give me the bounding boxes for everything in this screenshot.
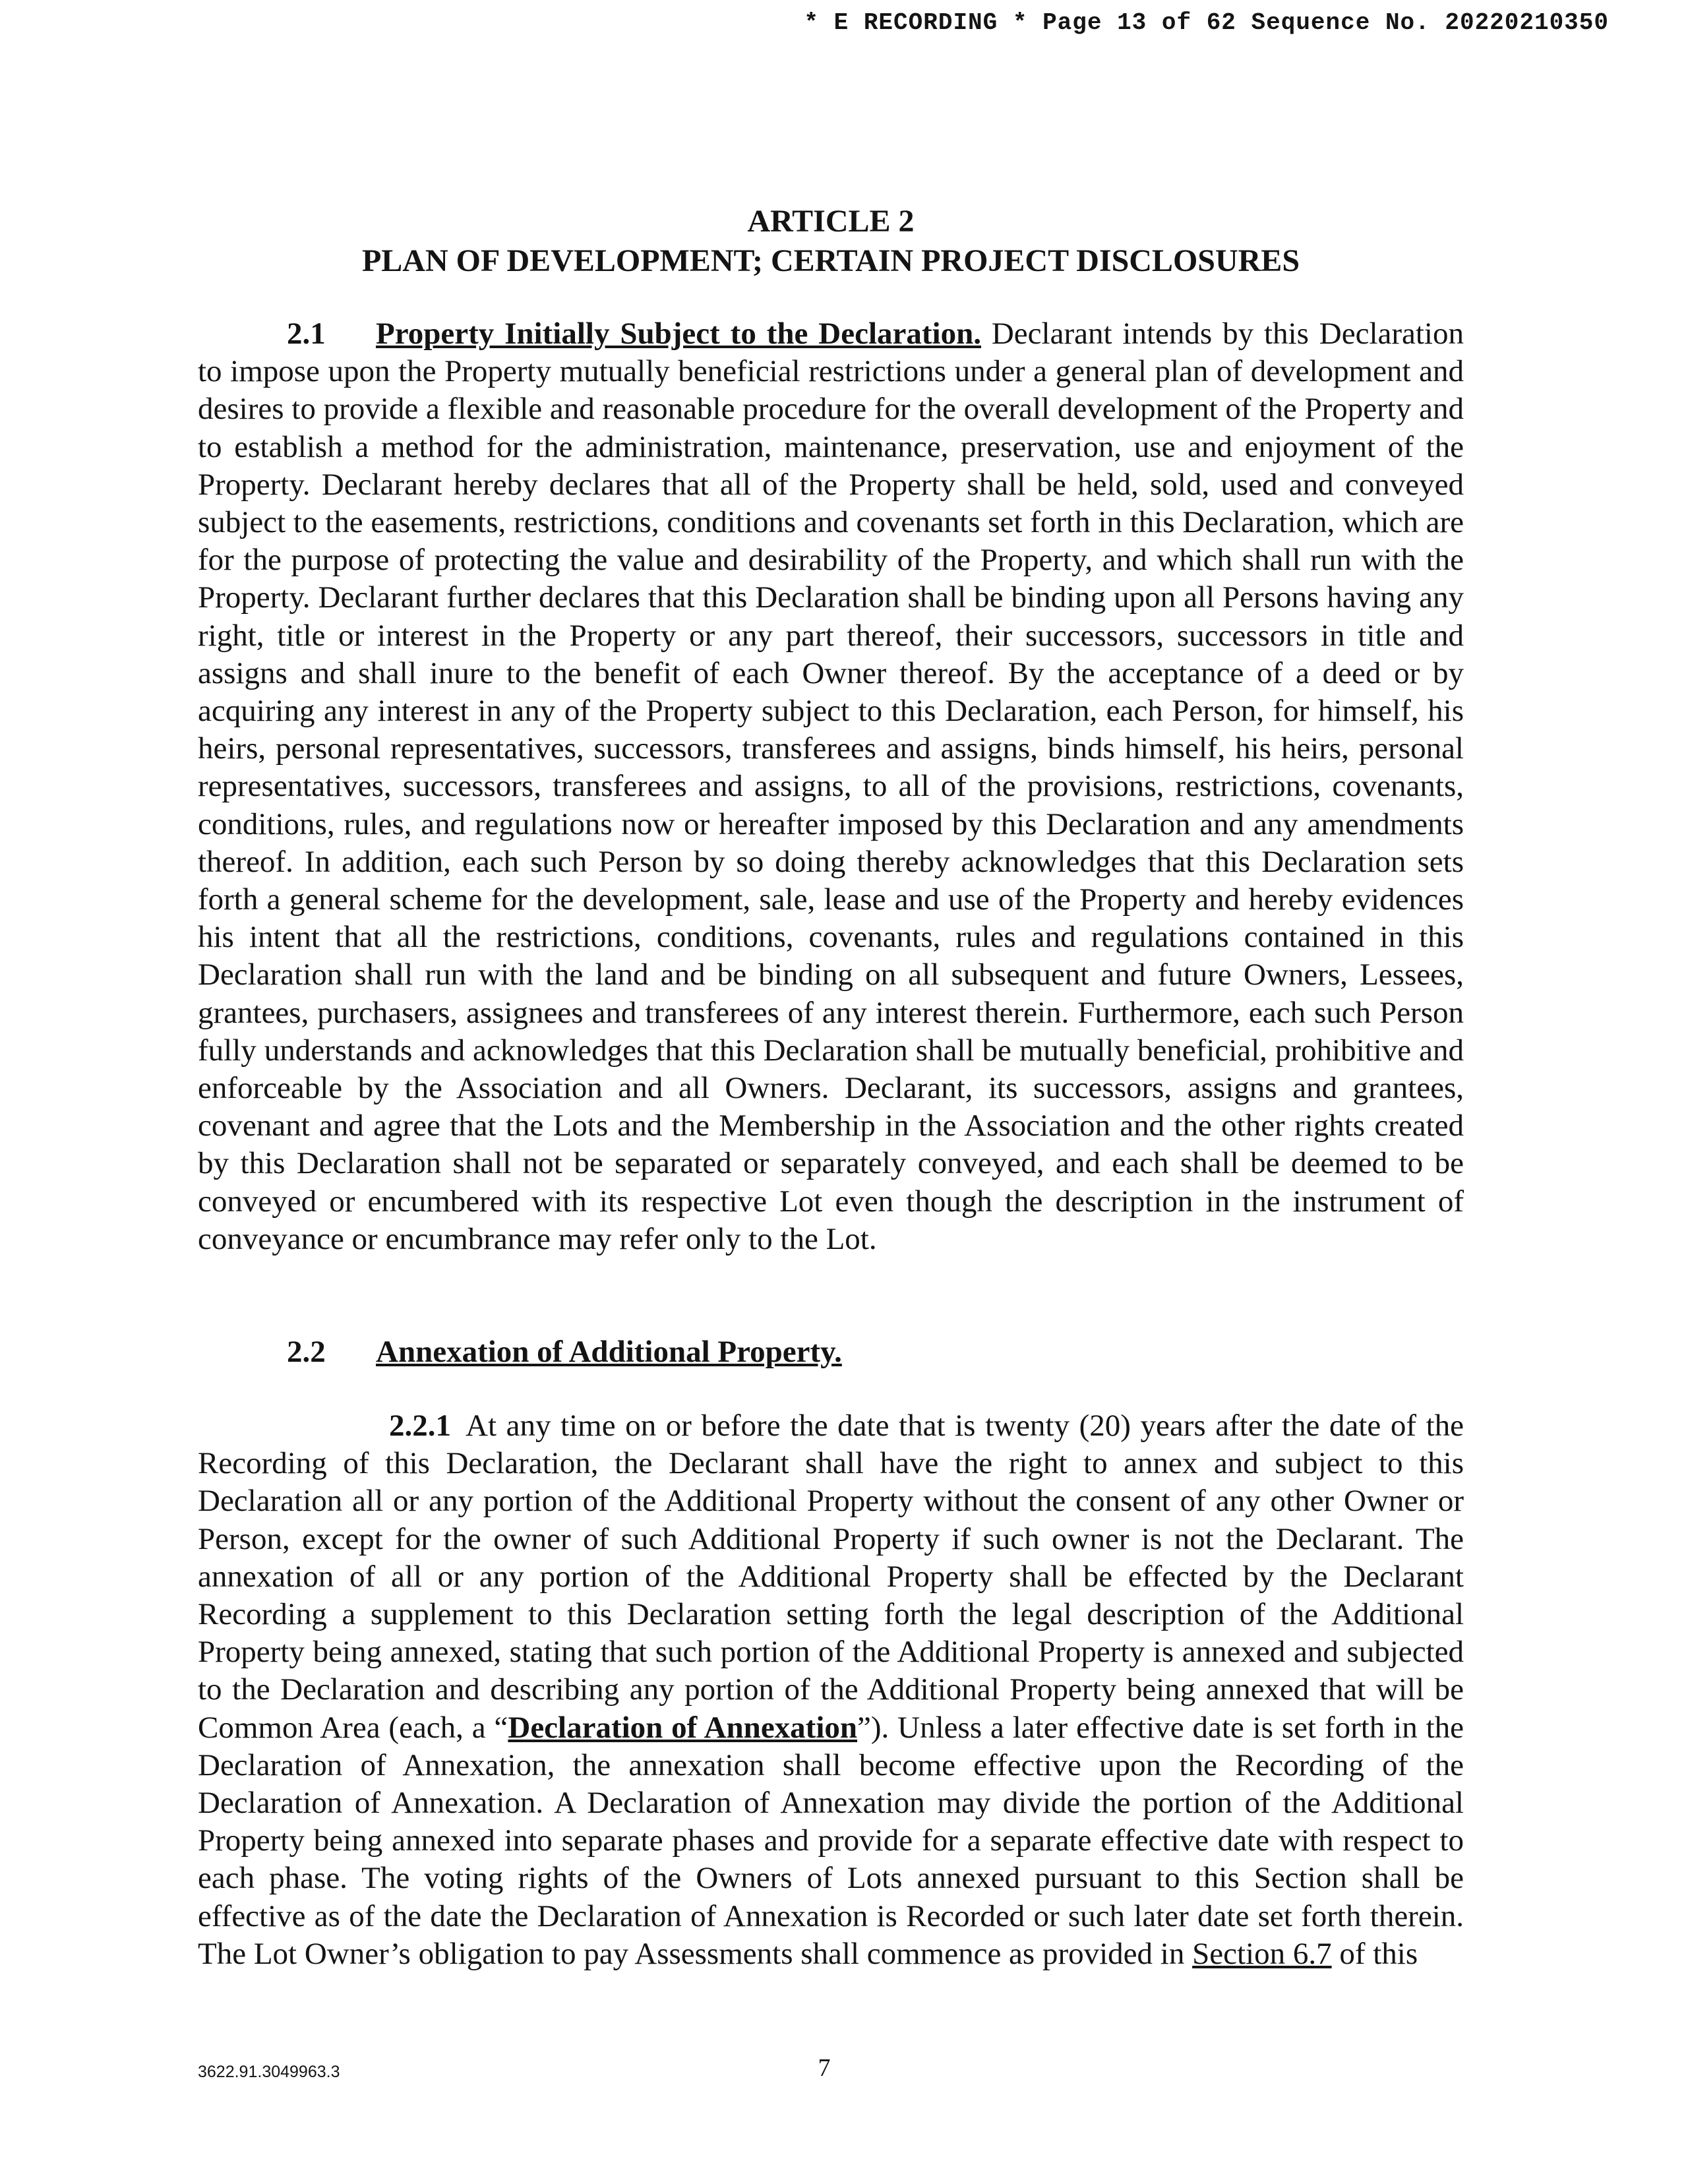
section-2-1-title: Property Initially Subject to the Declaration. — [376, 317, 981, 351]
section-2-2 — [198, 1333, 1464, 1371]
section-2-2-1 — [198, 1407, 1464, 1973]
recording-header: * E RECORDING * Page 13 of 62 Sequence No. 20220210350 — [804, 9, 1609, 36]
section-2-2-title: Annexation of Additional Property. — [376, 1335, 842, 1369]
section-2-1-paragraph — [198, 315, 1464, 1258]
section-2-1-text: Declarant intends by this Declaration to impose upon the Property mutually beneficial restrictions under a general plan of development and desires to provide a flexible and reasonable procedure for the overall development of the Property and to establish a method for the administration, maintenance, preservation, use and enjoyment of the Property. Declarant hereby declares that all of the Property shall be held, sold, used and conveyed subject to the easements, restrictions, conditions and covenants set forth in this Declaration, which are for the purpose of protecting the value and desirability of the Property, and which shall run with the Property. Declarant further declares that this Declaration shall be binding upon all Persons having any right, title or interest in the Property or any part thereof, their successors, successors in title and assigns and shall inure to the benefit of each Owner thereof. By the acceptance of a deed or by acquiring any interest in any of the Property subject to this Declaration, each Person, for himself, his heirs, personal representatives, successors, transferees and assigns, binds himself, his heirs, personal representatives, successors, transferees and assigns, to all of the provisions, restrictions, covenants, conditions, rules, and regulations now or hereafter imposed by this Declaration and any amendments thereof. In addition, each such Person by so doing thereby acknowledges that this Declaration sets forth a general scheme for the development, sale, lease and use of the Property and hereby evidences his intent that all the restrictions, conditions, covenants, rules and regulations contained in this Declaration shall run with the land and be binding on all subsequent and future Owners, Lessees, grantees, purchasers, assignees and transferees of any interest therein. Furthermore, each such Person fully understands and acknowledges that this Declaration shall be mutually beneficial, prohibitive and enforceable by the Association and all Owners. Declarant, its successors, assigns and grantees, covenant and agree that the Lots and the Membership in the Association and the other rights created by this Declaration shall not be separated or separately conveyed, and each shall be deemed to be conveyed or encumbered with its respective Lot even though the description in the instrument of conveyance or encumbrance may refer only to the Lot. — [198, 317, 1464, 1256]
section-2-2-1-number: 2.2.1 — [389, 1409, 451, 1443]
section-2-2-1-text-before: At any time on or before the date that is twenty (20) years after the date of the Recording of this Declaration, the Declarant shall have the right to annex and subject to this Declaration all or any portion of the Additional Property without the consent of any other Owner or Person, except for the owner of such Additional Property if such owner is not the Declarant. The annexation of all or any portion of the Additional Property shall be effected by the Declarant Recording a supplement to this Declaration setting forth the legal description of the Additional Property being annexed, stating that such portion of the Additional Property is annexed and subjected to the Declaration and describing any portion of the Additional Property being annexed that will be Common Area (each, a “ — [198, 1409, 1464, 1745]
section-2-1 — [198, 315, 1464, 1258]
article-heading — [198, 202, 1464, 281]
section-2-2-1-paragraph — [198, 1407, 1464, 1973]
section-2-2-1-text-after: ”). Unless a later effective date is set forth in the Declaration of Annexation, the annexation shall become effective upon the Recording of the Declaration of Annexation. A Declaration of Annexation may divide the portion of the Additional Property being annexed into separate phases and provide for a separate effective date with respect to each phase. The voting rights of the Owners of Lots annexed pursuant to this Section shall be effective as of the date the Declaration of Annexation is Recorded or such later date set forth therein. The Lot Owner’s obligation to pay Assessments shall commence as provided in — [198, 1710, 1464, 1971]
footer-document-id: 3622.91.3049963.3 — [198, 2063, 340, 2081]
article-title: PLAN OF DEVELOPMENT; CERTAIN PROJECT DISCLOSURES — [361, 243, 1300, 278]
cross-reference-section-6-7[interactable]: Section 6.7 — [1192, 1936, 1332, 1971]
article-number: ARTICLE 2 — [747, 204, 915, 239]
section-2-2-1-text-end: of this — [1331, 1936, 1418, 1971]
footer-page-number: 7 — [818, 2054, 831, 2082]
defined-term-declaration-of-annexation: Declaration of Annexation — [508, 1710, 858, 1745]
section-2-2-number: 2.2 — [287, 1335, 326, 1369]
section-2-2-heading — [198, 1333, 1464, 1371]
section-2-1-number: 2.1 — [287, 317, 326, 351]
